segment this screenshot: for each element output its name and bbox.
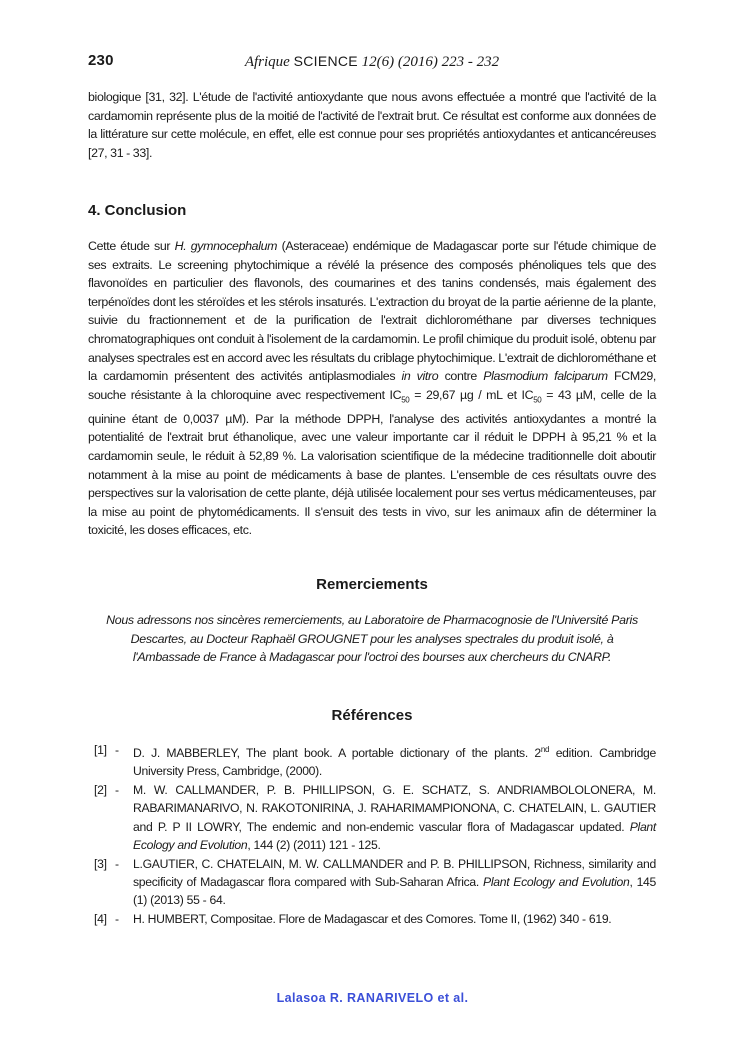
conclusion-text-3: contre [438, 369, 484, 384]
reference-number: [2] [94, 782, 107, 797]
reference-text-cont: , 145 (1) (2013) 55 - 64. [133, 874, 656, 908]
plasmodium-name: Plasmodium falciparum [483, 369, 608, 384]
reference-dash: - [115, 743, 119, 757]
journal-name-caps: SCIENCE [293, 53, 358, 69]
ic50-subscript-2: 50 [533, 395, 542, 405]
reference-text: H. HUMBERT, Compositae. Flore de Madagascar et des Comores. Tome II, (1962) 340 - 619. [133, 911, 612, 926]
reference-item [88, 781, 656, 855]
reference-dash: - [115, 856, 119, 871]
reference-text-cont: edition. Cambridge University Press, Cambridge, (2000). [133, 746, 656, 779]
journal-reference [88, 53, 656, 71]
references-heading: Références [331, 707, 413, 724]
reference-journal: Plant Ecology and Evolution [133, 819, 656, 853]
conclusion-text-5: = 29,67 µg / mL et IC [409, 387, 534, 402]
reference-text: M. W. CALLMANDER, P. B. PHILLIPSON, G. E. SCHATZ, S. ANDRIAMBOLOLONERA, M. RABARIMANARIVO, N. RAKOTONIRINA, J. RAHARIMAMPIONONA, C. CHATELAIN, L. GAUTIER and P. P II LOWRY, The endemic and non-endemic vascular flora of Madagascar updated. [133, 782, 656, 834]
intro-paragraph: biologique [31, 32]. L'étude de l'activité antioxydante que nous avons effectuée a montré que l'activité de la cardamomin représente plus de la moitié de l'activité de l'extrait brut. Ce résultat est conforme aux données de la littérature sur cette molécule, en effet, elle est connue pour ses propriétés antioxydantes et anticancéreuses [27, 31 - 33]. [88, 90, 656, 160]
reference-number: [4] [94, 911, 107, 926]
conclusion-text-6: = 43 µM, celle de la quinine étant de 0,0037 µM). Par la méthode DPPH, l'analyse des activités antioxydantes a montré la potentialité de l'extrait brut éthanolique, avec une valeur importante car il réduit le DPPH à 95,21 % et la cardamomin seule, le réduit à 52,89 %. La valorisation scientifique de la médecine traditionnelle doit aboutir notamment à la mise au point de médicaments à base de plantes. L'ensemble de ces résultats ouvre des perspectives sur la valorisation de cette plante, déjà utilisée localement pour ses vertus médicamenteuses, par la mise au point de phytomédicaments. Il s'ensuit des tests in vivo, sur les animaux afin de déterminer la toxicité, les doses efficaces, etc. [88, 387, 656, 538]
in-vitro-term: in vitro [401, 369, 439, 384]
reference-dash: - [115, 782, 119, 797]
conclusion-heading: 4. Conclusion [88, 202, 187, 219]
footer-authors: Lalasoa R. RANARIVELO et al. [276, 991, 469, 1005]
reference-item [88, 855, 656, 910]
acknowledgements-heading: Remerciements [316, 576, 428, 593]
ic50-subscript-1: 50 [401, 395, 410, 405]
reference-dash: - [115, 911, 119, 926]
journal-issue: 12(6) (2016) 223 - 232 [361, 54, 500, 70]
page-number: 230 [88, 52, 114, 69]
reference-journal: Plant Ecology and Evolution [483, 874, 630, 889]
reference-text: D. J. MABBERLEY, The plant book. A portable dictionary of the plants. 2 [133, 746, 541, 761]
reference-text-cont: , 144 (2) (2011) 121 - 125. [247, 838, 381, 853]
reference-number: [1] [94, 743, 107, 757]
reference-item [88, 910, 656, 928]
conclusion-text-1: Cette étude sur [88, 239, 175, 253]
reference-text: L.GAUTIER, C. CHATELAIN, M. W. CALLMANDER and P. B. PHILLIPSON, Richness, similarity and specificity of Madagascar flora compared with Sub-Saharan Africa. [133, 856, 656, 889]
species-name: H. gymnocephalum [174, 239, 278, 253]
acknowledgements-text: Nous adressons nos sincères remerciements, au Laboratoire de Pharmacognosie de l'Université Paris Descartes, au Docteur Raphaël GROUGNET pour les analyses spectrales du produit isolé, à l'Ambassade de France à Madagascar pour l'octroi des bourses aux chercheurs du CNARP. [106, 613, 638, 665]
conclusion-text-2: (Asteraceae) endémique de Madagascar porte sur l'étude chimique de ses extraits. Le screening phytochimique a révélé la présence des composés phénoliques tels que des flavonoïdes en particulier des flavonols, des coumarines et des tanins condensés, mais également des terpénoïdes dont les stéroïdes et les stérols insaturés. L'extraction du broyat de la partie aérienne de la plante, suivie du fractionnement et de la purification de l'extrait dichlorométhane par diverses techniques chromatographiques ont conduit à l'isolement de la cardamomin. Le profil chimique du produit isolé, obtenu par analyses spectrales est en accord avec les résultats du criblage phytochimique. L'extrait de dichlorométhane et la cardamomin présentent des activités antiplasmodiales [88, 239, 656, 384]
journal-name-italic: Afrique [244, 54, 290, 70]
reference-item [88, 741, 656, 781]
reference-superscript: nd [540, 745, 550, 754]
reference-list [88, 741, 656, 928]
running-header [88, 52, 656, 74]
reference-number: [3] [94, 856, 107, 871]
conclusion-text-4: FCM29, souche résistante à la chloroquine avec respectivement IC [88, 369, 657, 402]
conclusion-paragraph [88, 237, 656, 540]
